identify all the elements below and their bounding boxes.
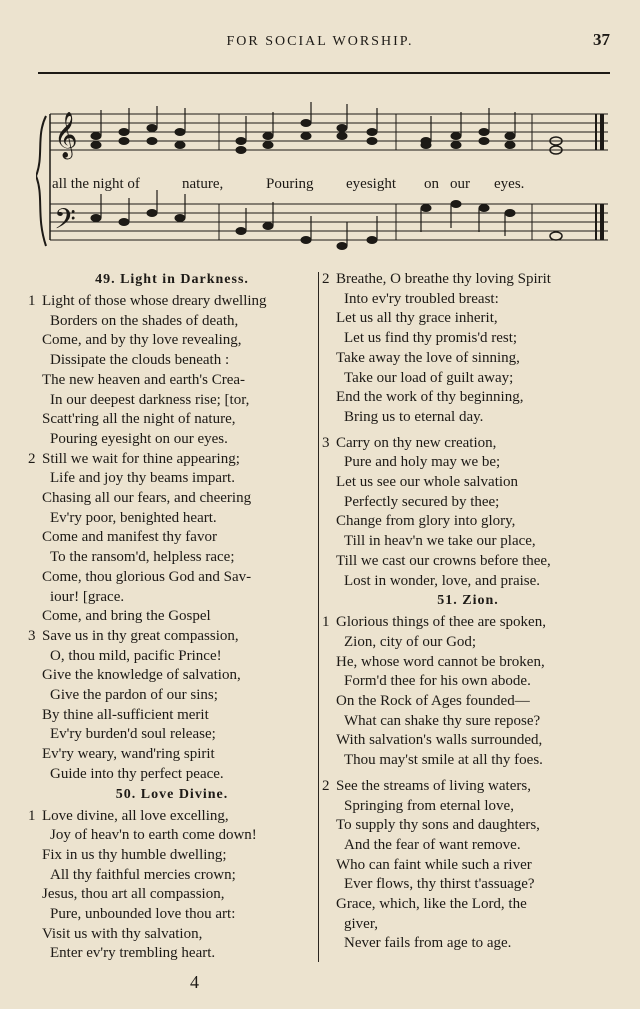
hymn-line — [322, 751, 543, 771]
hymn-line — [322, 290, 499, 310]
hymn-line — [322, 434, 496, 454]
hymn-line — [28, 706, 209, 726]
line-text: Come and manifest thy favor — [42, 529, 217, 546]
line-text: Borders on the shades of death, — [50, 312, 239, 329]
hymn-line — [28, 312, 238, 332]
hymn-line — [28, 905, 235, 925]
svg-text:𝄞: 𝄞 — [54, 112, 78, 158]
line-text: Scatt'ring all the night of nature, — [42, 411, 236, 428]
line-text: Come, thou glorious God and Sav- — [42, 568, 252, 585]
column-divider — [318, 272, 319, 962]
music-lyrics — [52, 176, 592, 196]
line-text: By thine all-sufficient merit — [42, 706, 209, 723]
hymn-line — [322, 473, 518, 493]
hymn-line — [28, 292, 267, 312]
line-text: With salvation's walls surrounded, — [336, 732, 543, 749]
line-text: Give the knowledge of salvation, — [42, 667, 241, 684]
line-text: Give the pardon of our sins; — [50, 687, 218, 703]
line-text: Till we cast our crowns before thee, — [336, 552, 551, 569]
line-text: See the streams of living waters, — [336, 777, 531, 794]
hymn-line — [322, 672, 531, 692]
hymn-line — [322, 653, 545, 673]
hymn-line — [28, 765, 224, 785]
hymn-line — [322, 270, 551, 290]
hymn-line — [322, 934, 511, 954]
verse-number: 2 — [322, 271, 330, 287]
line-text: Ev'ry poor, benighted heart. — [50, 509, 217, 526]
line-text: End the work of thy beginning, — [336, 389, 524, 406]
hymn-line — [322, 777, 531, 797]
line-text: Springing from eternal love, — [344, 797, 514, 814]
line-text: Light of those whose dreary dwelling — [42, 293, 267, 309]
line-text: Still we wait for thine appearing; — [42, 450, 240, 467]
line-text: Enter ev'ry trembling heart. — [50, 945, 216, 962]
line-text: Come, and by thy love revealing, — [42, 332, 242, 349]
hymn-line — [322, 512, 515, 532]
line-text: Lost in wonder, love, and praise. — [344, 572, 541, 589]
line-text: Let us all thy grace inherit, — [336, 310, 498, 327]
line-text: Let us find thy promis'd rest; — [344, 330, 518, 347]
line-text: Guide into thy perfect peace. — [50, 765, 224, 782]
line-text: Pouring eyesight on our eyes. — [50, 430, 228, 447]
hymn-line — [322, 388, 523, 408]
hymn-title: 50. Love Divine. — [115, 786, 229, 802]
line-text: Thou may'st smile at all thy foes. — [344, 752, 543, 769]
lyric-syllable: our — [450, 176, 470, 192]
hymn-line — [322, 532, 536, 552]
verse-number: 2 — [322, 777, 330, 794]
line-text: The new heaven and earth's Crea- — [42, 371, 246, 388]
lyric-syllable: all the night of — [52, 176, 140, 192]
running-title: FOR SOCIAL WORSHIP. — [226, 34, 414, 49]
hymn-line — [28, 826, 257, 846]
line-text: And the fear of want remove. — [344, 836, 521, 853]
hymn-title: 49. Light in Darkness. — [95, 272, 249, 287]
hymn-line — [322, 875, 535, 895]
line-text: Save us in thy great compassion, — [42, 627, 239, 644]
hymn-line — [322, 836, 521, 856]
line-text: Take away the love of sinning, — [336, 349, 520, 366]
page-header — [0, 30, 640, 54]
hymn-line — [28, 489, 251, 509]
hymn-line — [322, 731, 542, 751]
line-text: Fix in us thy humble dwelling; — [42, 846, 227, 863]
line-text: Pure and holy may we be; — [344, 454, 501, 471]
verse-number: 1 — [28, 293, 36, 309]
hymn-line — [322, 915, 378, 935]
line-text: giver, — [344, 915, 378, 932]
line-text: Who can faint while such a river — [336, 856, 532, 873]
line-text: Come, and bring the Gospel — [42, 608, 211, 625]
line-text: To supply thy sons and daughters, — [336, 817, 540, 834]
hymn-line — [28, 391, 249, 411]
line-text: Joy of heav'n to earth come down! — [50, 827, 257, 844]
verse-number: 2 — [28, 450, 36, 467]
hymn-line — [322, 493, 499, 513]
hymn-line — [322, 797, 514, 817]
hymn-line — [322, 453, 500, 473]
line-text: What can shake thy sure repose? — [344, 712, 541, 729]
line-text: Glorious things of thee are spoken, — [336, 614, 546, 631]
lyric-syllable: eyes. — [494, 176, 525, 192]
page-number: 37 — [593, 30, 610, 49]
line-text: Ever flows, thy thirst t'assuage? — [344, 876, 535, 893]
hymn-line — [322, 408, 483, 428]
svg-text:𝄢: 𝄢 — [54, 203, 76, 243]
line-text: On the Rock of Ages founded— — [336, 693, 530, 709]
hymn-line — [28, 371, 245, 391]
hymn-line — [322, 633, 476, 653]
line-text: He, whose word cannot be broken, — [336, 653, 545, 670]
hymn-line — [322, 712, 540, 732]
hymn-line — [322, 309, 498, 329]
verse-number: 3 — [28, 627, 36, 644]
hymn-line — [322, 349, 520, 369]
line-text: Let us see our whole salvation — [336, 474, 519, 490]
line-text: Dissipate the clouds beneath : — [50, 352, 230, 369]
hymn-line — [322, 572, 540, 592]
line-text: Perfectly secured by thee; — [344, 493, 500, 510]
line-text: Ev'ry burden'd soul release; — [50, 726, 216, 743]
verse-number: 1 — [28, 807, 36, 824]
hymn-line — [28, 430, 228, 450]
hymn-line — [28, 866, 236, 886]
hymn-line — [28, 331, 242, 351]
lyric-syllable: Pouring — [266, 176, 314, 192]
hymn-line — [28, 846, 227, 866]
line-text: iour! [grace. — [50, 588, 125, 605]
hymn-line — [28, 548, 235, 568]
hymn-line — [28, 469, 235, 489]
lyric-syllable: on — [424, 176, 439, 192]
lyric-syllable: eyesight — [346, 176, 396, 192]
line-text: O, thou mild, pacific Prince! — [50, 647, 222, 664]
hymn-line — [322, 613, 546, 633]
hymn-line — [28, 568, 251, 588]
verse-number: 1 — [322, 614, 330, 631]
signature-mark: 4 — [190, 972, 199, 992]
hymn-line — [28, 607, 211, 627]
hymn-line — [28, 588, 124, 608]
line-text: Visit us with thy salvation, — [42, 925, 203, 942]
line-text: To the ransom'd, helpless race; — [50, 549, 235, 566]
hymn-line — [28, 410, 235, 430]
hymn-line — [28, 944, 215, 964]
line-text: Breathe, O breathe thy loving Spirit — [336, 271, 551, 287]
header-rule — [38, 72, 610, 74]
hymn-line — [28, 807, 229, 827]
line-text: Change from glory into glory, — [336, 513, 516, 530]
line-text: Ev'ry weary, wand'ring spirit — [42, 746, 215, 763]
hymn-line — [28, 627, 239, 647]
hymn-line — [322, 552, 551, 572]
line-text: Form'd thee for his own abode. — [344, 673, 531, 690]
hymn-line — [322, 369, 513, 389]
hymn-line — [28, 686, 218, 706]
hymn-line — [322, 329, 517, 349]
hymn-line — [28, 666, 241, 686]
hymn-line — [28, 450, 240, 470]
hymn-line — [322, 692, 530, 712]
hymn-line — [322, 816, 540, 836]
line-text: In our deepest darkness rise; [tor, — [50, 391, 250, 408]
line-text: Take our load of guilt away; — [344, 369, 514, 386]
lyric-syllable: nature, — [182, 176, 224, 192]
hymn-line — [28, 745, 215, 765]
line-text: Chasing all our fears, and cheering — [42, 490, 252, 506]
hymn-title: 51. Zion. — [437, 593, 499, 609]
hymn-line — [28, 647, 222, 667]
hymn-line — [28, 351, 229, 371]
hymn-line — [28, 528, 217, 548]
line-text: Grace, which, like the Lord, the — [336, 896, 527, 912]
hymn-line — [322, 856, 532, 876]
line-text: Never fails from age to age. — [344, 935, 512, 952]
line-text: Love divine, all love excelling, — [42, 807, 229, 824]
line-text: Zion, city of our God; — [344, 633, 477, 650]
line-text: All thy faithful mercies crown; — [50, 866, 236, 883]
line-text: Jesus, thou art all compassion, — [42, 886, 225, 903]
verse-number: 3 — [322, 434, 330, 451]
line-text: Bring us to eternal day. — [344, 408, 484, 425]
hymn-line — [28, 725, 216, 745]
hymn-line — [28, 509, 217, 529]
hymn-line — [28, 925, 202, 945]
line-text: Carry on thy new creation, — [336, 434, 497, 451]
line-text: Till in heav'n we take our place, — [344, 533, 536, 550]
hymn-line — [322, 895, 527, 915]
line-text: Into ev'ry troubled breast: — [344, 290, 499, 307]
line-text: Life and joy thy beams impart. — [50, 470, 235, 487]
line-text: Pure, unbounded love thou art: — [50, 906, 236, 922]
hymn-line — [28, 885, 224, 905]
